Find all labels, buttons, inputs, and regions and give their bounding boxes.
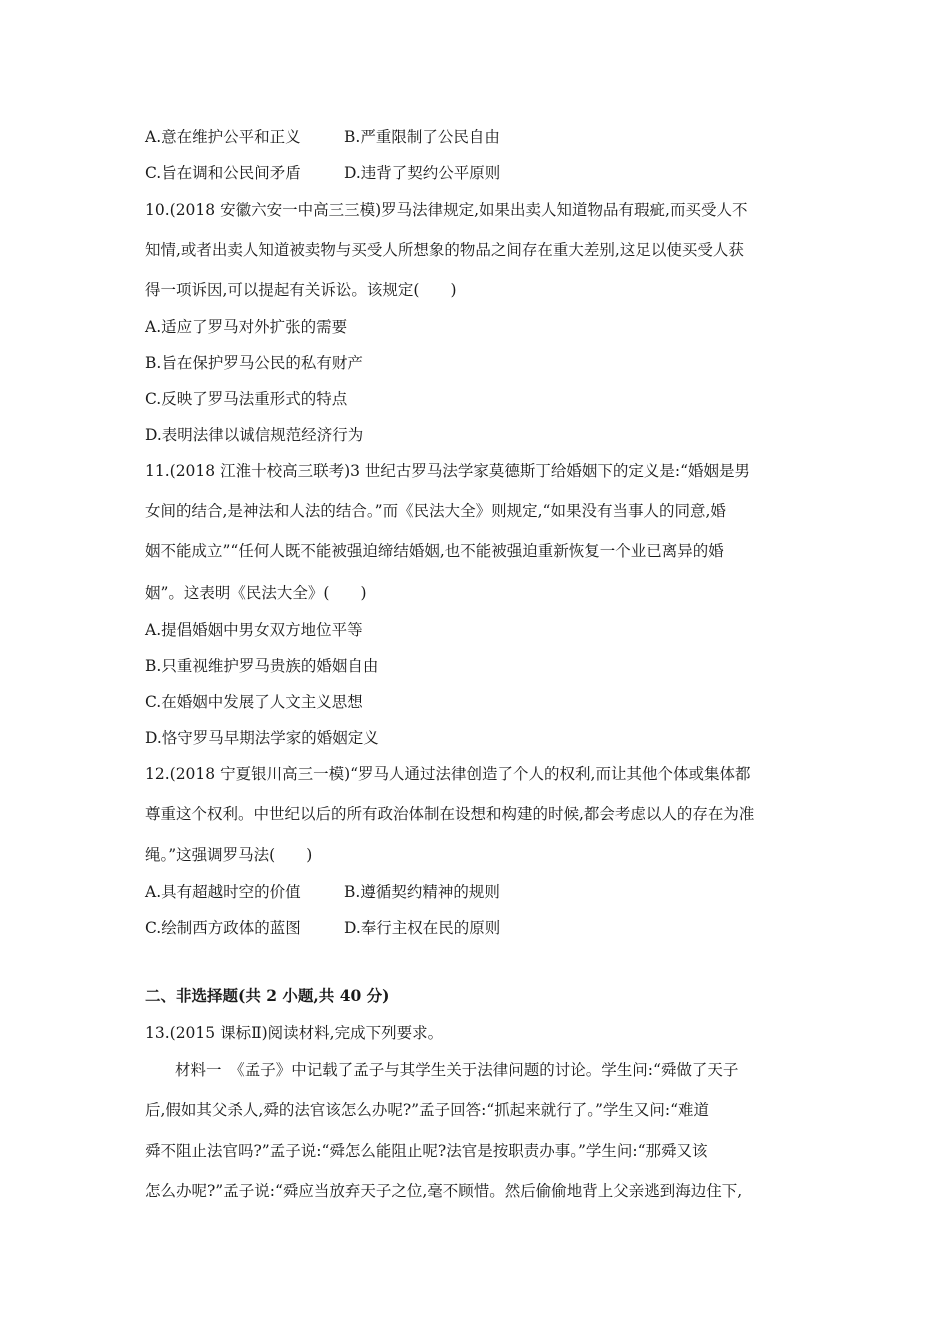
q11-option-b: B.只重视维护罗马贵族的婚姻自由 <box>145 657 379 675</box>
q12-stem-line-2: 尊重这个权利。中世纪以后的所有政治体制在设想和构建的时候,都会考虑以人的存在为准 <box>145 805 755 823</box>
q12-options-row-1 <box>145 882 500 902</box>
q12-option-a: A.具有超越时空的价值 <box>145 883 301 901</box>
q10-stem-line-3: 得一项诉因,可以提起有关诉讼。该规定( ) <box>145 281 457 299</box>
q11-stem-line-1: 11.(2018 江淮十校高三联考)3 世纪古罗马法学家莫德斯丁给婚姻下的定义是:“婚姻是男 <box>145 462 751 480</box>
q11-option-a: A.提倡婚姻中男女双方地位平等 <box>145 621 363 639</box>
q10-option-c: C.反映了罗马法重形式的特点 <box>145 390 348 408</box>
q11-option-c: C.在婚姻中发展了人文主义思想 <box>145 693 363 711</box>
q10-stem-line-2: 知情,或者出卖人知道被卖物与买受人所想象的物品之间存在重大差别,这足以使买受人获 <box>145 241 744 259</box>
q10-option-b: B.旨在保护罗马公民的私有财产 <box>145 354 363 372</box>
q13-material-line-4: 怎么办呢?”孟子说:“舜应当放弃天子之位,毫不顾惜。然后偷偷地背上父亲逃到海边住下, <box>145 1182 743 1200</box>
q12-stem-line-3: 绳。”这强调罗马法( ) <box>145 846 313 864</box>
q12-options-row-2 <box>145 918 500 938</box>
q9-option-b: B.严重限制了公民自由 <box>344 128 500 146</box>
q11-stem-line-3: 姻不能成立”“任何人既不能被强迫缔结婚姻,也不能被强迫重新恢复一个业已离异的婚 <box>145 542 724 560</box>
q10-option-d: D.表明法律以诚信规范经济行为 <box>145 426 364 444</box>
q9-option-c: C.旨在调和公民间矛盾 <box>145 164 301 182</box>
q13-stem: 13.(2015 课标Ⅱ)阅读材料,完成下列要求。 <box>145 1024 444 1042</box>
q12-stem-line-1: 12.(2018 宁夏银川高三一模)“罗马人通过法律创造了个人的权利,而让其他个体或集体都 <box>145 765 751 783</box>
q12-option-c: C.绘制西方政体的蓝图 <box>145 919 301 937</box>
q10-stem-line-1: 10.(2018 安徽六安一中高三三模)罗马法律规定,如果出卖人知道物品有瑕疵,而买受人不 <box>145 201 748 219</box>
q9-options-row-2 <box>145 163 500 183</box>
q12-option-b: B.遵循契约精神的规则 <box>344 883 500 901</box>
q11-option-d: D.恪守罗马早期法学家的婚姻定义 <box>145 729 379 747</box>
q12-option-d: D.奉行主权在民的原则 <box>344 919 501 937</box>
q11-stem-line-4: 姻”。这表明《民法大全》( ) <box>145 584 367 602</box>
q11-stem-line-2: 女间的结合,是神法和人法的结合。”而《民法大全》则规定,“如果没有当事人的同意,婚 <box>145 502 726 520</box>
q9-options-row-1 <box>145 127 500 147</box>
q13-material-line-1: 材料一 《孟子》中记载了孟子与其学生关于法律问题的讨论。学生问:“舜做了天子 <box>175 1061 739 1079</box>
q10-option-a: A.适应了罗马对外扩张的需要 <box>145 318 348 336</box>
q13-material-line-3: 舜不阻止法官吗?”孟子说:“舜怎么能阻止呢?法官是按职责办事。”学生问:“那舜又该 <box>145 1142 708 1160</box>
q9-option-d: D.违背了契约公平原则 <box>344 164 501 182</box>
section-heading: 二、非选择题(共 2 小题,共 40 分) <box>145 986 390 1005</box>
q13-material-line-2: 后,假如其父杀人,舜的法官该怎么办呢?”孟子回答:“抓起来就行了。”学生又问:“难道 <box>145 1101 710 1119</box>
q9-option-a: A.意在维护公平和正义 <box>145 128 301 146</box>
